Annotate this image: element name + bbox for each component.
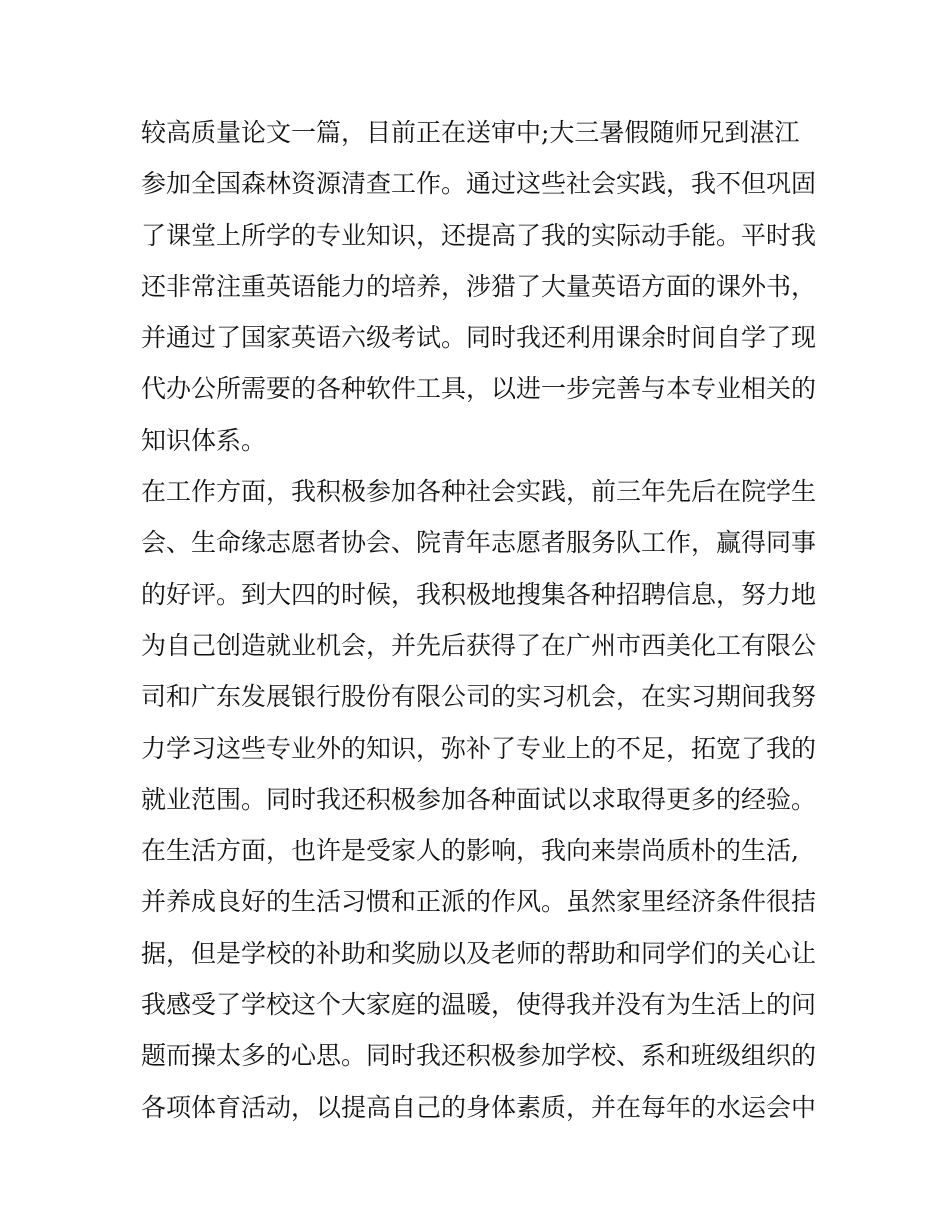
text-line: 的好评。到大四的时候，我积极地搜集各种招聘信息，努力地 bbox=[141, 579, 817, 609]
text-line: 在工作方面，我积极参加各种社会实践，前三年先后在院学生 bbox=[141, 477, 817, 507]
text-line: 会、生命缘志愿者协会、院青年志愿者服务队工作，赢得同事 bbox=[141, 528, 817, 558]
text-line: 了课堂上所学的专业知识，还提高了我的实际动手能。平时我 bbox=[141, 220, 817, 250]
text-line: 为自己创造就业机会，并先后获得了在广州市西美化工有限公 bbox=[141, 630, 817, 660]
text-line: 司和广东发展银行股份有限公司的实习机会，在实习期间我努 bbox=[141, 682, 817, 712]
text-line: 据，但是学校的补助和奖励以及老师的帮助和同学们的关心让 bbox=[141, 938, 817, 968]
text-line: 就业范围。同时我还积极参加各种面试以求取得更多的经验。 bbox=[141, 784, 817, 814]
text-line: 参加全国森林资源清查工作。通过这些社会实践，我不但巩固 bbox=[141, 169, 817, 199]
text-line: 较高质量论文一篇，目前正在送审中;大三暑假随师兄到湛江 bbox=[141, 118, 800, 147]
text-line: 各项体育活动，以提高自己的身体素质，并在每年的水运会中 bbox=[141, 1092, 817, 1122]
body-text bbox=[141, 107, 821, 1133]
text-line: 还非常注重英语能力的培养，涉猎了大量英语方面的课外书， bbox=[141, 271, 817, 301]
text-line: 我感受了学校这个大家庭的温暖，使得我并没有为生活上的问 bbox=[141, 990, 817, 1020]
text-line: 知识体系。 bbox=[141, 425, 267, 455]
text-line: 并通过了国家英语六级考试。同时我还利用课余时间自学了现 bbox=[141, 323, 817, 353]
text-line: 在生活方面，也许是受家人的影响，我向来崇尚质朴的生活, bbox=[141, 836, 799, 866]
text-line: 代办公所需要的各种软件工具，以进一步完善与本专业相关的 bbox=[141, 374, 817, 404]
text-line: 题而操太多的心思。同时我还积极参加学校、系和班级组织的 bbox=[141, 1041, 817, 1071]
text-line: 并养成良好的生活习惯和正派的作风。虽然家里经济条件很拮 bbox=[141, 887, 817, 917]
text-line: 力学习这些专业外的知识，弥补了专业上的不足，拓宽了我的 bbox=[141, 733, 817, 763]
